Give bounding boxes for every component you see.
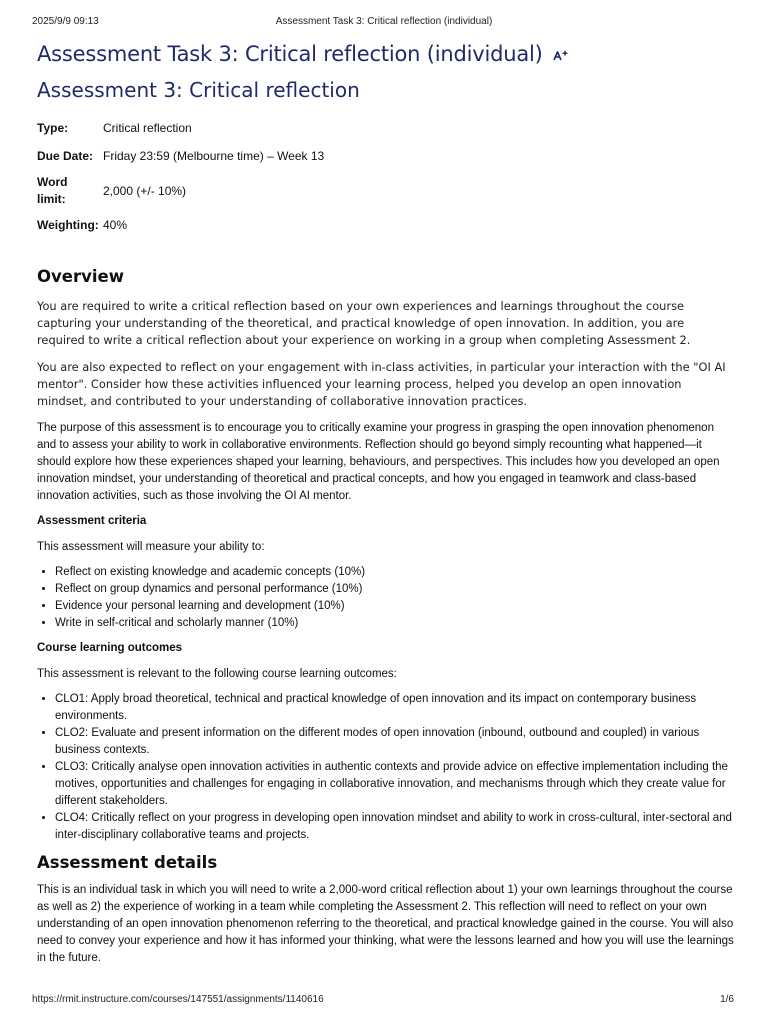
criteria-list (37, 564, 734, 632)
word-limit-label-line2: limit: (37, 192, 66, 206)
overview-paragraph-1: You are required to write a critical reflection based on your own experiences and learnings throughout the course capturing your understanding of the theoretical, and practical knowledge of open innovation. In addition, you are required to write a critical reflection about your experience on working in a group when completing Assessment 2. (37, 299, 691, 347)
list-item: • Reflect on group dynamics and personal performance (10%) (55, 581, 734, 598)
list-item: • CLO4: Critically reflect on your progress in developing open innovation mindset and ability to work in cross-cultural, inter-sectoral and inter-disciplinary collaborative teams and projects. (55, 810, 734, 844)
print-header-title: Assessment Task 3: Critical reflection (individual) (275, 16, 493, 27)
criteria-intro: This assessment will measure your ability to: (37, 541, 265, 553)
list-item: • Evidence your personal learning and development (10%) (55, 598, 734, 615)
assignment-content (37, 40, 734, 975)
assessment-subtitle: Assessment 3: Critical reflection (37, 78, 360, 102)
overview-paragraph-2: You are also expected to reflect on your engagement with in-class activities, in particular your interaction with the "OI AI mentor". Consider how these activities influenced your learning process, helped you develop an open innovation mindset, and contributed to your understanding of collaborative innovation practices. (37, 360, 726, 408)
list-item: • CLO2: Evaluate and present information on the different modes of open innovation (inbound, outbound and coupled) in various business contexts. (55, 725, 734, 759)
meta-row-word-limit (37, 174, 324, 208)
meta-row-due-date (37, 138, 324, 174)
overview-heading: Overview (37, 267, 124, 286)
word-limit-label (37, 174, 103, 208)
list-item: • Write in self-critical and scholarly manner (10%) (55, 615, 734, 632)
weighting-value: 40% (103, 218, 128, 232)
meta-row-type (37, 118, 324, 138)
assessment-details-paragraph: This is an individual task in which you will need to write a 2,000-word critical reflection about 1) your own learnings throughout the course as well as 2) the experience of working in a team while completing the Assessment 2. This reflection will need to reflect on your own understanding of an open innovation phenomenon referring to the theoretical, and practical knowledge gained in the course. You will also need to convey your experience and how it has informed your thinking, what were the lessons learned and how you will use the learnings in the future. (37, 884, 734, 964)
assessment-meta-table (37, 118, 324, 242)
print-header (32, 16, 736, 30)
print-footer-url[interactable]: https://rmit.instructure.com/courses/147551/assignments/1140616 (32, 994, 324, 1005)
assessment-details-heading: Assessment details (37, 853, 218, 872)
list-item: • CLO1: Apply broad theoretical, technical and practical knowledge of open innovation and its impact on contemporary business environments. (55, 691, 734, 725)
due-date-label: Due Date: (37, 149, 94, 163)
page-title (37, 40, 734, 68)
list-item: • Reflect on existing knowledge and academic concepts (10%) (55, 564, 734, 581)
learning-outcomes-heading: Course learning outcomes (37, 642, 183, 654)
meta-row-weighting (37, 208, 324, 242)
learning-outcomes-list (37, 691, 734, 844)
page-title-text: Assessment Task 3: Critical reflection (individual) (37, 42, 543, 66)
page-number: 1/6 (720, 994, 734, 1005)
list-item: • CLO3: Critically analyse open innovation activities in authentic contexts and provide advice on effective implementation including the motives, opportunities and challenges for engaging in collaborative innovation, and mechanisms through which they create value for different stakeholders. (55, 759, 734, 810)
type-value: Critical reflection (103, 121, 192, 135)
print-footer (32, 994, 734, 1008)
word-limit-label-line1: Word (37, 175, 68, 189)
learning-outcomes-intro: This assessment is relevant to the following course learning outcomes: (37, 668, 397, 680)
print-timestamp: 2025/9/9 09:13 (32, 16, 99, 27)
type-label: Type: (37, 121, 69, 135)
word-limit-value: 2,000 (+/- 10%) (103, 183, 187, 198)
overview-paragraph-3: The purpose of this assessment is to encourage you to critically examine your progress in grasping the open innovation phenomenon and to assess your ability to work in collaborative environments. Reflection should go beyond simply recounting what happened—it should explore how these experiences shaped your learning, behaviours, and perspectives. This includes how you developed an open innovation mindset, your understanding of theoretical and practical concepts, and how you engaged in teamwork and class-based innovation activities, such as those involving the OI AI mentor. (37, 422, 720, 502)
weighting-label: Weighting: (37, 218, 99, 232)
ai-sparkle-icon[interactable] (553, 48, 569, 62)
criteria-heading: Assessment criteria (37, 515, 147, 527)
due-date-value: Friday 23:59 (Melbourne time) – Week 13 (103, 149, 325, 163)
